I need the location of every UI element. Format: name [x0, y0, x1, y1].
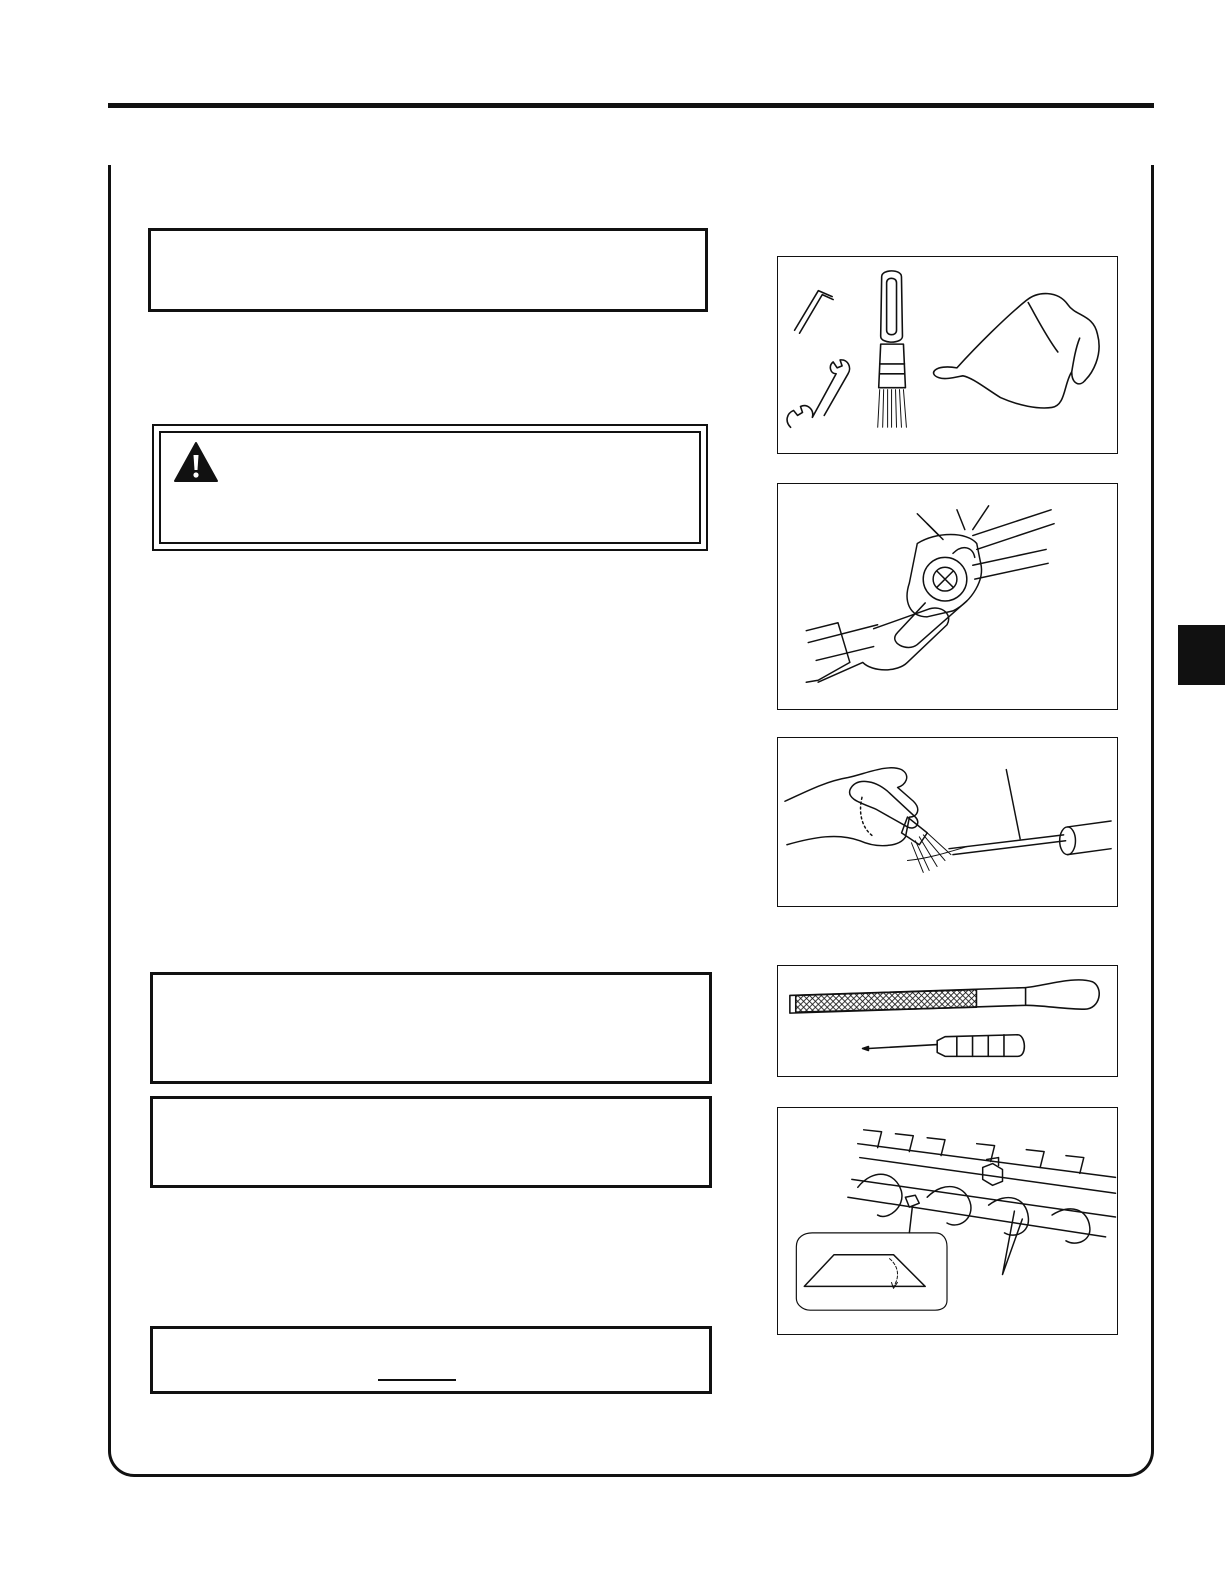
note-box-3	[150, 1096, 712, 1188]
file-screwdriver-art	[778, 966, 1117, 1076]
hex-key-icon	[795, 291, 834, 334]
note-box-1	[148, 228, 708, 312]
tools-figure-art	[778, 257, 1117, 453]
blade-shaft-icon	[949, 770, 1111, 855]
brush-bristles	[878, 390, 907, 428]
blade-edge-art	[778, 1108, 1117, 1334]
gloved-hand-icon	[785, 768, 918, 846]
blade-edge-figure	[777, 1107, 1118, 1335]
blank-underline	[378, 1379, 456, 1381]
screwdriver-icon	[863, 1035, 1025, 1057]
brush-icon	[879, 271, 906, 388]
header-rule	[108, 103, 1154, 108]
file-screwdriver-figure	[777, 965, 1118, 1077]
cloth-icon	[934, 294, 1100, 408]
warning-box-inner	[159, 431, 701, 544]
warning-box	[152, 424, 708, 551]
tools-figure	[777, 256, 1118, 454]
note-box-4	[150, 1326, 712, 1394]
cleaning-blade-art	[778, 738, 1117, 906]
flat-file-icon	[790, 980, 1099, 1013]
section-tab	[1178, 625, 1225, 685]
hedge-blade-icon	[848, 1130, 1116, 1275]
gear-case-icon	[778, 484, 1117, 709]
note-box-2	[150, 972, 712, 1084]
wrench-icon	[787, 360, 849, 427]
warning-triangle-icon	[173, 441, 219, 483]
cleaning-blade-figure	[777, 737, 1118, 907]
edge-angle-detail-icon	[796, 1195, 947, 1310]
gear-case-figure	[777, 483, 1118, 710]
